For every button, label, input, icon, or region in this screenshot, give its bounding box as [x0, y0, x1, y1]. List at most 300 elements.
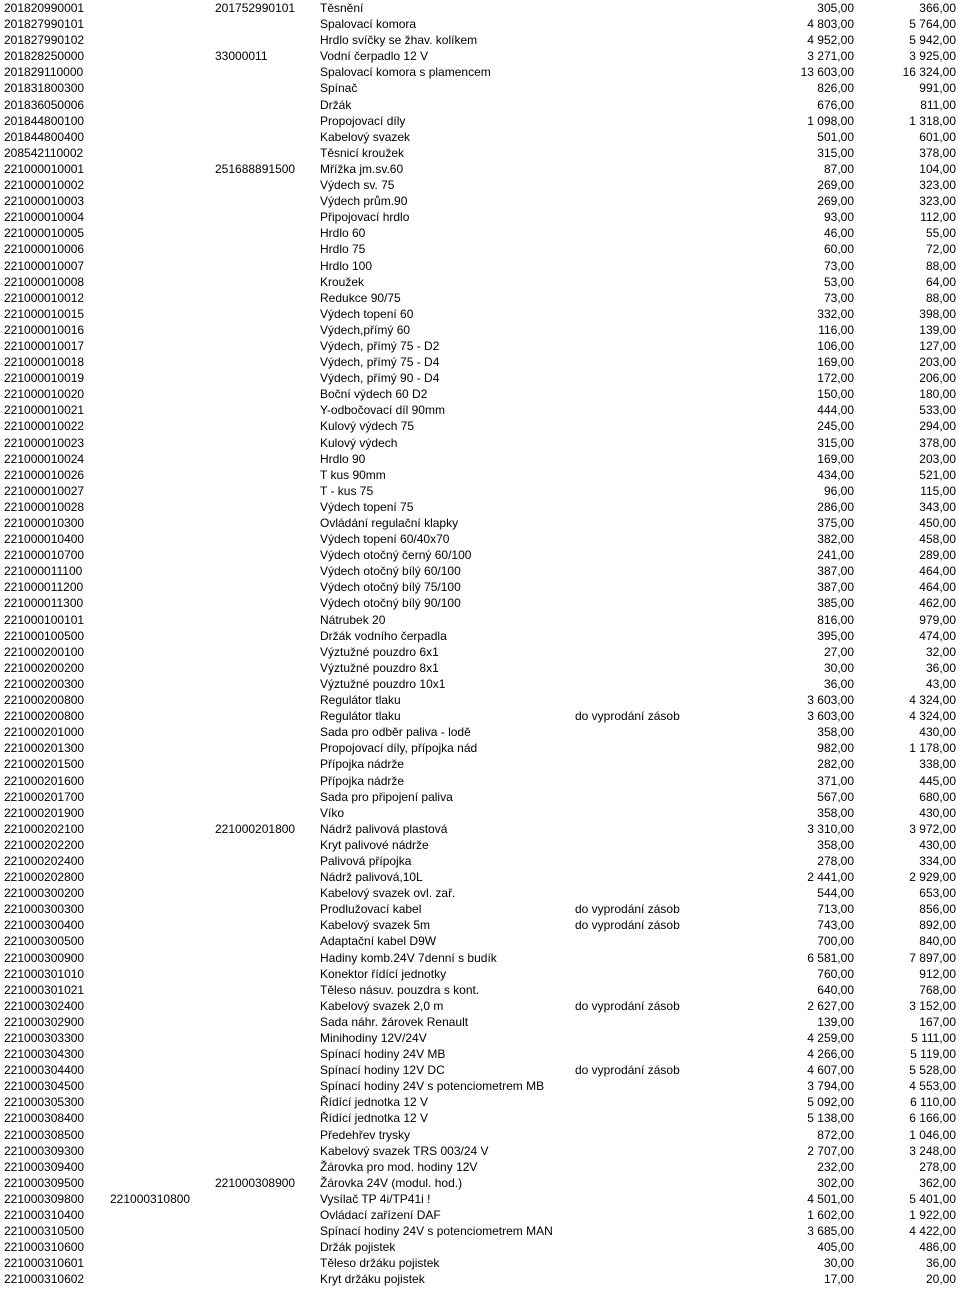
price-net-cell: 106,00 — [817, 338, 854, 353]
price-net-cell: 1 602,00 — [807, 1208, 854, 1223]
price-gross-cell: 464,00 — [919, 580, 956, 595]
table-row — [0, 837, 960, 853]
price-net-cell: 676,00 — [817, 97, 854, 112]
description-cell: Výdech,přímý 60 — [320, 322, 411, 337]
note-cell: do vyprodání zásob — [575, 709, 680, 724]
table-row — [0, 531, 960, 547]
description-cell: Spínací hodiny 24V MB — [320, 1047, 446, 1062]
table-row — [0, 1030, 960, 1046]
replacement-code-cell: 33000011 — [215, 49, 268, 64]
description-cell: Přípojka nádrže — [320, 757, 405, 772]
table-row — [0, 1110, 960, 1126]
table-row — [0, 869, 960, 885]
item-code-cell: 221000302400 — [4, 998, 85, 1013]
table-row — [0, 258, 960, 274]
item-code-cell: 221000304500 — [4, 1079, 85, 1094]
price-gross-cell: 856,00 — [919, 902, 956, 917]
price-gross-cell: 450,00 — [919, 516, 956, 530]
item-code-cell: 201820990001 — [4, 1, 85, 15]
description-cell: Výztužné pouzdro 10x1 — [320, 676, 446, 691]
table-row — [0, 547, 960, 563]
price-net-cell: 286,00 — [817, 499, 854, 514]
table-row — [0, 97, 960, 113]
price-net-cell: 501,00 — [817, 129, 854, 144]
price-gross-cell: 3 925,00 — [909, 49, 956, 64]
item-code-cell: 221000201500 — [4, 757, 85, 772]
description-cell: Kabelový svazek — [320, 129, 411, 144]
price-net-cell: 4 266,00 — [807, 1047, 854, 1062]
price-gross-cell: 115,00 — [920, 483, 956, 498]
description-cell: Nátrubek 20 — [320, 612, 386, 627]
description-cell: Spínací hodiny 24V s potenciometrem MAN — [320, 1224, 553, 1239]
price-net-cell: 269,00 — [817, 178, 854, 193]
price-gross-cell: 7 897,00 — [909, 950, 956, 965]
table-row — [0, 499, 960, 515]
item-code-cell: 221000100101 — [4, 612, 85, 627]
price-gross-cell: 334,00 — [919, 853, 956, 868]
item-code-cell: 221000201600 — [4, 773, 85, 788]
price-net-cell: 387,00 — [817, 580, 854, 595]
price-gross-cell: 3 152,00 — [909, 998, 956, 1013]
table-row — [0, 209, 960, 225]
price-net-cell: 150,00 — [817, 387, 854, 402]
price-gross-cell: 55,00 — [925, 226, 956, 241]
description-cell: Spínací hodiny 12V DC — [320, 1063, 445, 1078]
item-code-cell: 221000010027 — [4, 483, 85, 498]
price-net-cell: 172,00 — [817, 371, 854, 386]
price-net-cell: 567,00 — [817, 789, 854, 804]
price-gross-cell: 811,00 — [920, 97, 956, 112]
table-row — [0, 386, 960, 402]
description-cell: Výdech otočný černý 60/100 — [320, 548, 472, 563]
price-net-cell: 405,00 — [817, 1240, 854, 1255]
description-cell: Nádrž palivová plastová — [320, 821, 448, 836]
description-cell: Kabelový svazek TRS 003/24 V — [320, 1143, 489, 1158]
table-row — [0, 451, 960, 467]
item-code-cell: 221000310602 — [4, 1272, 85, 1287]
description-cell: Výdech prům.90 — [320, 194, 408, 209]
price-gross-cell: 5 119,00 — [910, 1047, 956, 1062]
price-gross-cell: 533,00 — [919, 403, 956, 418]
price-net-cell: 139,00 — [817, 1014, 854, 1029]
table-row — [0, 113, 960, 129]
item-code-cell: 221000310600 — [4, 1240, 85, 1255]
description-cell: Sada pro odběr paliva - lodě — [320, 725, 471, 740]
item-code-cell: 221000305300 — [4, 1095, 85, 1110]
item-code-cell: 221000010001 — [4, 161, 85, 176]
table-row — [0, 982, 960, 998]
price-net-cell: 3 271,00 — [807, 49, 854, 64]
price-net-cell: 315,00 — [817, 435, 854, 450]
item-code-cell: 221000304300 — [4, 1047, 85, 1062]
price-gross-cell: 486,00 — [919, 1240, 956, 1255]
item-code-cell: 221000310500 — [4, 1224, 85, 1239]
table-row — [0, 563, 960, 579]
price-gross-cell: 72,00 — [925, 242, 956, 257]
item-code-cell: 221000300300 — [4, 902, 85, 917]
price-net-cell: 6 581,00 — [807, 950, 854, 965]
item-code-cell: 221000300200 — [4, 886, 85, 901]
description-cell: Palivová přípojka — [320, 853, 412, 868]
price-net-cell: 46,00 — [823, 226, 854, 241]
item-code-cell: 221000010026 — [4, 467, 85, 482]
item-code-cell: 221000200200 — [4, 660, 85, 675]
price-gross-cell: 768,00 — [919, 982, 956, 997]
price-gross-cell: 840,00 — [919, 934, 956, 949]
table-row — [0, 290, 960, 306]
table-row — [0, 1175, 960, 1191]
table-row — [0, 612, 960, 628]
table-row — [0, 595, 960, 611]
price-net-cell: 544,00 — [817, 886, 854, 901]
item-code-cell: 221000201900 — [4, 805, 85, 820]
item-code-cell: 221000308500 — [4, 1127, 85, 1142]
price-gross-cell: 2 929,00 — [909, 870, 956, 885]
table-row — [0, 274, 960, 290]
price-net-cell: 434,00 — [817, 467, 854, 482]
description-cell: Výdech otočný bílý 90/100 — [320, 596, 461, 611]
description-cell: Žárovka 24V (modul. hod.) — [320, 1175, 463, 1190]
price-net-cell: 4 501,00 — [807, 1191, 854, 1206]
description-cell: Přípojka nádrže — [320, 773, 405, 788]
price-gross-cell: 4 422,00 — [909, 1224, 956, 1239]
description-cell: Kabelový svazek ovl. zař. — [320, 886, 456, 901]
price-gross-cell: 323,00 — [919, 194, 956, 209]
item-code-cell: 221000010021 — [4, 403, 85, 418]
item-code-cell: 221000010023 — [4, 435, 85, 450]
table-row — [0, 708, 960, 724]
item-code-cell: 221000010022 — [4, 419, 85, 434]
table-row — [0, 80, 960, 96]
table-row — [0, 917, 960, 933]
table-row — [0, 370, 960, 386]
item-code-cell: 221000010024 — [4, 451, 85, 466]
item-code-cell: 221000309500 — [4, 1175, 85, 1190]
price-gross-cell: 378,00 — [919, 435, 956, 450]
description-cell: Těsnicí kroužek — [320, 145, 405, 160]
price-gross-cell: 4 553,00 — [909, 1079, 956, 1094]
table-row — [0, 1159, 960, 1175]
description-cell: Propojovací díly — [320, 113, 406, 128]
price-gross-cell: 3 972,00 — [909, 821, 956, 836]
price-gross-cell: 458,00 — [919, 532, 956, 547]
replacement-code-cell: 221000308900 — [215, 1175, 296, 1190]
price-gross-cell: 3 248,00 — [909, 1143, 956, 1158]
item-code-cell: 221000010008 — [4, 274, 85, 289]
description-cell: Výztužné pouzdro 6x1 — [320, 644, 439, 659]
description-cell: Kulový výdech — [320, 435, 398, 450]
price-gross-cell: 127,00 — [919, 338, 956, 353]
description-cell: Výdech otočný bílý 75/100 — [320, 580, 461, 595]
price-gross-cell: 32,00 — [925, 644, 956, 659]
description-cell: Řídící jednotka 12 V — [320, 1111, 429, 1126]
price-net-cell: 444,00 — [817, 403, 854, 418]
price-gross-cell: 912,00 — [919, 966, 956, 981]
description-cell: Víko — [320, 805, 345, 820]
item-code-cell: 221000303300 — [4, 1031, 85, 1045]
price-gross-cell: 343,00 — [919, 499, 956, 514]
price-gross-cell: 88,00 — [925, 258, 956, 273]
price-gross-cell: 1 922,00 — [909, 1208, 956, 1223]
item-code-cell: 221000011300 — [4, 596, 84, 611]
table-row — [0, 789, 960, 805]
item-code-cell: 208542110002 — [4, 145, 84, 160]
table-row — [0, 418, 960, 434]
item-code-cell: 221000011200 — [4, 580, 84, 595]
table-row — [0, 402, 960, 418]
description-cell: Prodlužovací kabel — [320, 902, 422, 917]
price-gross-cell: 979,00 — [919, 612, 956, 627]
description-cell: Držák pojistek — [320, 1240, 396, 1255]
description-cell: Hadiny komb.24V 7denní s budík — [320, 950, 497, 965]
price-net-cell: 358,00 — [817, 837, 854, 852]
table-row — [0, 901, 960, 917]
table-row — [0, 306, 960, 322]
price-net-cell: 169,00 — [817, 355, 854, 370]
price-gross-cell: 474,00 — [919, 628, 956, 643]
item-code-cell: 201828250000 — [4, 49, 85, 64]
price-net-cell: 713,00 — [817, 902, 854, 917]
description-cell: Vysílač TP 4i/TP41i ! — [320, 1191, 431, 1206]
price-net-cell: 982,00 — [817, 741, 854, 756]
price-net-cell: 640,00 — [817, 982, 854, 997]
price-net-cell: 2 707,00 — [807, 1143, 854, 1158]
table-row — [0, 756, 960, 772]
table-row — [0, 467, 960, 483]
price-net-cell: 743,00 — [817, 918, 854, 933]
table-row — [0, 821, 960, 837]
item-code-cell: 221000309300 — [4, 1143, 85, 1158]
description-cell: Výdech topení 60 — [320, 306, 414, 321]
price-net-cell: 13 603,00 — [800, 65, 854, 80]
price-net-cell: 30,00 — [823, 1256, 854, 1271]
price-gross-cell: 6 110,00 — [910, 1095, 956, 1110]
description-cell: Kulový výdech 75 — [320, 419, 415, 434]
price-net-cell: 4 952,00 — [807, 33, 854, 48]
price-net-cell: 302,00 — [817, 1175, 854, 1190]
table-row — [0, 1046, 960, 1062]
price-gross-cell: 4 324,00 — [909, 693, 956, 708]
price-net-cell: 169,00 — [817, 451, 854, 466]
item-code-cell: 221000300400 — [4, 918, 85, 933]
table-row — [0, 1239, 960, 1255]
description-cell: Těsnění — [320, 1, 364, 15]
price-gross-cell: 991,00 — [919, 81, 956, 96]
price-net-cell: 241,00 — [817, 548, 854, 563]
table-row — [0, 1191, 960, 1207]
description-cell: Kryt palivové nádrže — [320, 837, 429, 852]
description-cell: Regulátor tlaku — [320, 693, 401, 708]
price-net-cell: 382,00 — [817, 532, 854, 547]
description-cell: Ovládání regulační klapky — [320, 516, 459, 530]
price-net-cell: 358,00 — [817, 805, 854, 820]
table-row — [0, 950, 960, 966]
description-cell: Minihodiny 12V/24V — [320, 1031, 427, 1045]
item-code-cell: 221000010006 — [4, 242, 85, 257]
description-cell: Mřížka jm.sv.60 — [320, 161, 404, 176]
table-row — [0, 1207, 960, 1223]
item-code-cell: 201829110000 — [4, 65, 84, 80]
description-cell: Propojovací díly, přípojka nád — [320, 741, 478, 756]
item-code-cell: 221000200800 — [4, 709, 85, 724]
item-code-cell: 221000200300 — [4, 676, 85, 691]
description-cell: Adaptační kabel D9W — [320, 934, 437, 949]
item-code-cell: 221000202400 — [4, 853, 85, 868]
description-cell: Výdech sv. 75 — [320, 178, 395, 193]
price-net-cell: 245,00 — [817, 419, 854, 434]
price-net-cell: 4 259,00 — [807, 1031, 854, 1045]
table-row — [0, 692, 960, 708]
price-net-cell: 282,00 — [817, 757, 854, 772]
note-cell: do vyprodání zásob — [575, 902, 680, 917]
price-gross-cell: 366,00 — [919, 1, 956, 15]
price-net-cell: 2 441,00 — [807, 870, 854, 885]
price-gross-cell: 104,00 — [919, 161, 956, 176]
price-net-cell: 27,00 — [823, 644, 854, 659]
table-row — [0, 724, 960, 740]
item-code-cell: 221000201000 — [4, 725, 85, 740]
table-row — [0, 579, 960, 595]
table-row — [0, 435, 960, 451]
replacement-code-cell: 221000310800 — [110, 1191, 191, 1206]
price-gross-cell: 398,00 — [919, 306, 956, 321]
price-net-cell: 30,00 — [823, 660, 854, 675]
table-row — [0, 193, 960, 209]
price-net-cell: 17,00 — [823, 1272, 854, 1287]
item-code-cell: 221000010300 — [4, 516, 85, 530]
table-row — [0, 853, 960, 869]
replacement-code-cell: 201752990101 — [215, 1, 296, 15]
item-code-cell: 221000010007 — [4, 258, 85, 273]
table-row — [0, 966, 960, 982]
price-gross-cell: 5 401,00 — [909, 1191, 956, 1206]
price-gross-cell: 4 324,00 — [909, 709, 956, 724]
price-net-cell: 5 092,00 — [807, 1095, 854, 1110]
table-row — [0, 177, 960, 193]
item-code-cell: 221000300500 — [4, 934, 85, 949]
item-code-cell: 221000302900 — [4, 1014, 85, 1029]
price-net-cell: 60,00 — [823, 242, 854, 257]
item-code-cell: 221000010002 — [4, 178, 85, 193]
description-cell: Nádrž palivová,10L — [320, 870, 423, 885]
table-row — [0, 161, 960, 177]
table-row — [0, 1271, 960, 1287]
table-row — [0, 1143, 960, 1159]
table-row — [0, 241, 960, 257]
price-net-cell: 872,00 — [817, 1127, 854, 1142]
price-gross-cell: 139,00 — [919, 322, 956, 337]
item-code-cell: 221000010028 — [4, 499, 85, 514]
price-net-cell: 2 627,00 — [807, 998, 854, 1013]
description-cell: Předehřev trysky — [320, 1127, 411, 1142]
description-cell: Řídící jednotka 12 V — [320, 1095, 429, 1110]
price-gross-cell: 180,00 — [919, 387, 956, 402]
price-net-cell: 36,00 — [823, 676, 854, 691]
price-net-cell: 3 603,00 — [807, 693, 854, 708]
item-code-cell: 221000301010 — [4, 966, 85, 981]
item-code-cell: 201844800400 — [4, 129, 85, 144]
item-code-cell: 221000300900 — [4, 950, 85, 965]
item-code-cell: 221000202200 — [4, 837, 85, 852]
price-net-cell: 73,00 — [823, 258, 854, 273]
item-code-cell: 221000310400 — [4, 1208, 85, 1223]
price-gross-cell: 36,00 — [925, 660, 956, 675]
price-net-cell: 332,00 — [817, 306, 854, 321]
price-gross-cell: 601,00 — [919, 129, 956, 144]
item-code-cell: 221000011100 — [4, 564, 83, 579]
item-code-cell: 221000010400 — [4, 532, 85, 547]
price-gross-cell: 1 178,00 — [909, 741, 956, 756]
description-cell: Výdech otočný bílý 60/100 — [320, 564, 461, 579]
table-row — [0, 129, 960, 145]
price-net-cell: 826,00 — [817, 81, 854, 96]
table-row — [0, 32, 960, 48]
table-row — [0, 145, 960, 161]
price-gross-cell: 64,00 — [925, 274, 956, 289]
item-code-cell: 201827990102 — [4, 33, 85, 48]
item-code-cell: 221000200100 — [4, 644, 85, 659]
description-cell: Sada náhr. žárovek Renault — [320, 1014, 469, 1029]
table-row — [0, 1223, 960, 1239]
item-code-cell: 221000010018 — [4, 355, 85, 370]
item-code-cell: 201844800100 — [4, 113, 85, 128]
replacement-code-cell: 251688891500 — [215, 161, 296, 176]
item-code-cell: 201836050006 — [4, 97, 85, 112]
table-row — [0, 885, 960, 901]
description-cell: Výdech, přímý 75 - D2 — [320, 338, 440, 353]
price-net-cell: 315,00 — [817, 145, 854, 160]
price-gross-cell: 430,00 — [919, 725, 956, 740]
price-net-cell: 375,00 — [817, 516, 854, 530]
price-gross-cell: 892,00 — [919, 918, 956, 933]
description-cell: Držák — [320, 97, 352, 112]
price-net-cell: 4 607,00 — [807, 1063, 854, 1078]
item-code-cell: 221000010017 — [4, 338, 85, 353]
price-net-cell: 93,00 — [823, 210, 854, 225]
table-row — [0, 0, 960, 16]
description-cell: Připojovací hrdlo — [320, 210, 410, 225]
description-cell: Konektor řídící jednotky — [320, 966, 447, 981]
description-cell: Hrdlo svíčky se žhav. kolíkem — [320, 33, 478, 48]
description-cell: Ovládací zařízení DAF — [320, 1208, 441, 1223]
price-gross-cell: 430,00 — [919, 837, 956, 852]
price-net-cell: 760,00 — [817, 966, 854, 981]
table-row — [0, 1094, 960, 1110]
description-cell: Výdech, přímý 90 - D4 — [320, 371, 440, 386]
description-cell: Těleso držáku pojistek — [320, 1256, 440, 1271]
price-net-cell: 4 803,00 — [807, 17, 854, 32]
price-gross-cell: 20,00 — [925, 1272, 956, 1287]
description-cell: T kus 90mm — [320, 467, 386, 482]
description-cell: Žárovka pro mod. hodiny 12V — [320, 1159, 478, 1174]
table-row — [0, 1127, 960, 1143]
description-cell: Boční výdech 60 D2 — [320, 387, 428, 402]
description-cell: Těleso násuv. pouzdra s kont. — [320, 982, 480, 997]
price-net-cell: 53,00 — [823, 274, 854, 289]
price-net-cell: 3 685,00 — [807, 1224, 854, 1239]
price-gross-cell: 5 111,00 — [911, 1031, 956, 1045]
note-cell: do vyprodání zásob — [575, 998, 680, 1013]
item-code-cell: 221000304400 — [4, 1063, 85, 1078]
description-cell: Spínací hodiny 24V s potenciometrem MB — [320, 1079, 545, 1094]
table-row — [0, 998, 960, 1014]
price-net-cell: 385,00 — [817, 596, 854, 611]
table-row — [0, 515, 960, 531]
item-code-cell: 221000010700 — [4, 548, 85, 563]
description-cell: Y-odbočovací díl 90mm — [320, 403, 445, 418]
description-cell: T - kus 75 — [320, 483, 374, 498]
price-net-cell: 232,00 — [817, 1159, 854, 1174]
